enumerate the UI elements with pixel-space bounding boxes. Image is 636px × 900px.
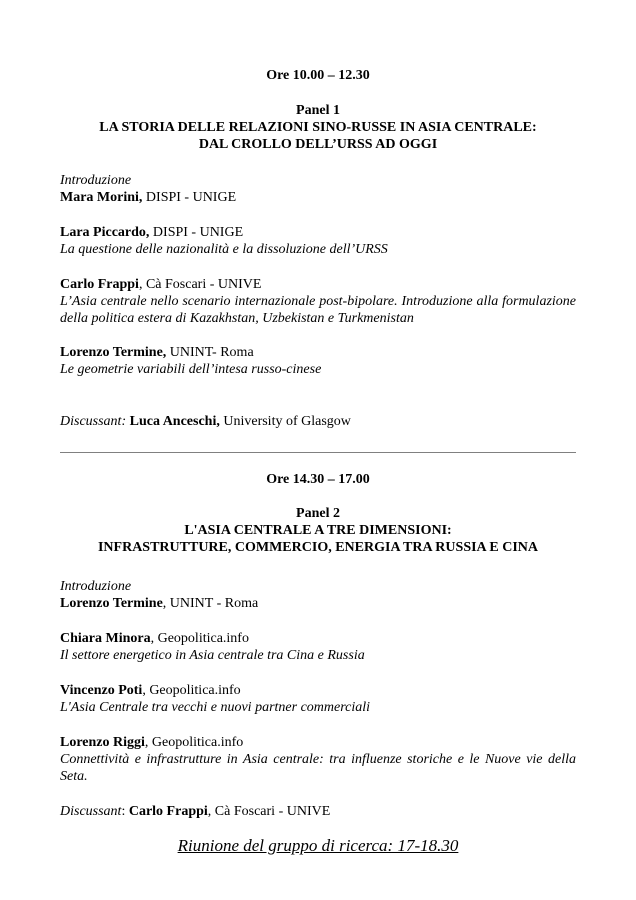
discussant-label: Discussant [60, 804, 122, 819]
session2-title-line2: INFRASTRUTTURE, COMMERCIO, ENERGIA TRA RUSSIA E CINA [97, 540, 539, 555]
session1-intro [60, 172, 576, 206]
session2-talk-1 [60, 630, 576, 664]
session2-intro-label: Introduzione [60, 579, 132, 594]
speaker-name: Chiara Minora [60, 631, 151, 646]
session1-intro-affil: DISPI - UNIGE [142, 190, 237, 205]
session1-title-line2: DAL CROLLO DELL’URSS AD OGGI [198, 137, 438, 152]
session2-panel: Panel 2 [296, 506, 340, 521]
session2-intro [60, 578, 576, 612]
speaker-name: Lara Piccardo, [60, 225, 150, 240]
discussant-label: Discussant: [60, 414, 127, 429]
session1-intro-name: Mara Morini, [60, 190, 143, 205]
discussant-affil: , Cà Foscari - UNIVE [207, 804, 331, 819]
session1-panel: Panel 1 [296, 103, 340, 118]
discussant-name: Carlo Frappi [125, 804, 208, 819]
session2-intro-name: Lorenzo Termine [60, 596, 163, 611]
session1-talk-3 [60, 344, 576, 378]
session2-talk-2 [60, 682, 576, 716]
speaker-affil: UNINT- Roma [166, 345, 254, 360]
speaker-affil: , Cà Foscari - UNIVE [138, 277, 262, 292]
speaker-affil: , Geopolitica.info [150, 631, 249, 646]
session1-time: Ore 10.00 – 12.30 [266, 68, 370, 83]
speaker-affil: DISPI - UNIGE [149, 225, 244, 240]
talk-title: Il settore energetico in Asia centrale tra Cina e Russia [60, 648, 365, 663]
speaker-name: Lorenzo Riggi [60, 735, 145, 750]
session2-header [60, 505, 576, 556]
discussant-colon: : [121, 804, 126, 819]
discussant-affil: University of Glasgow [219, 414, 351, 429]
session1-header [60, 102, 576, 153]
speaker-affil: , Geopolitica.info [142, 683, 241, 698]
research-meeting-note: Riunione del gruppo di ricerca: 17-18.30 [177, 836, 459, 855]
session2-time: Ore 14.30 – 17.00 [266, 472, 370, 487]
session1-title-line1: LA STORIA DELLE RELAZIONI SINO-RUSSE IN ASIA CENTRALE: [99, 120, 537, 135]
speaker-name: Lorenzo Termine, [60, 345, 167, 360]
talk-title: L’Asia centrale nello scenario internazionale post-bipolare. Introduzione alla formulazione della politica estera di Kazakhstan, Uzbekistan e Turkmenistan [60, 294, 576, 326]
session1-talk-2 [60, 276, 576, 327]
session2-discussant [60, 803, 576, 820]
talk-title: La questione delle nazionalità e la dissoluzione dell’URSS [60, 242, 388, 257]
session2-talk-3 [60, 734, 576, 785]
session1-intro-label: Introduzione [60, 173, 132, 188]
section-divider [60, 452, 576, 453]
session1-talk-1 [60, 224, 576, 258]
speaker-name: Vincenzo Poti [60, 683, 143, 698]
talk-title: L'Asia Centrale tra vecchi e nuovi partner commerciali [60, 700, 371, 715]
session1-discussant [60, 413, 576, 430]
speaker-affil: , Geopolitica.info [144, 735, 244, 750]
speaker-name: Carlo Frappi [60, 277, 139, 292]
discussant-name: Luca Anceschi, [126, 414, 220, 429]
session2-intro-affil: , UNINT - Roma [162, 596, 259, 611]
talk-title: Connettività e infrastrutture in Asia centrale: tra influenze storiche e le Nuove vie della Seta. [60, 752, 576, 784]
session2-title-line1: L'ASIA CENTRALE A TRE DIMENSIONI: [184, 523, 452, 538]
talk-title: Le geometrie variabili dell’intesa russo-cinese [60, 362, 322, 377]
